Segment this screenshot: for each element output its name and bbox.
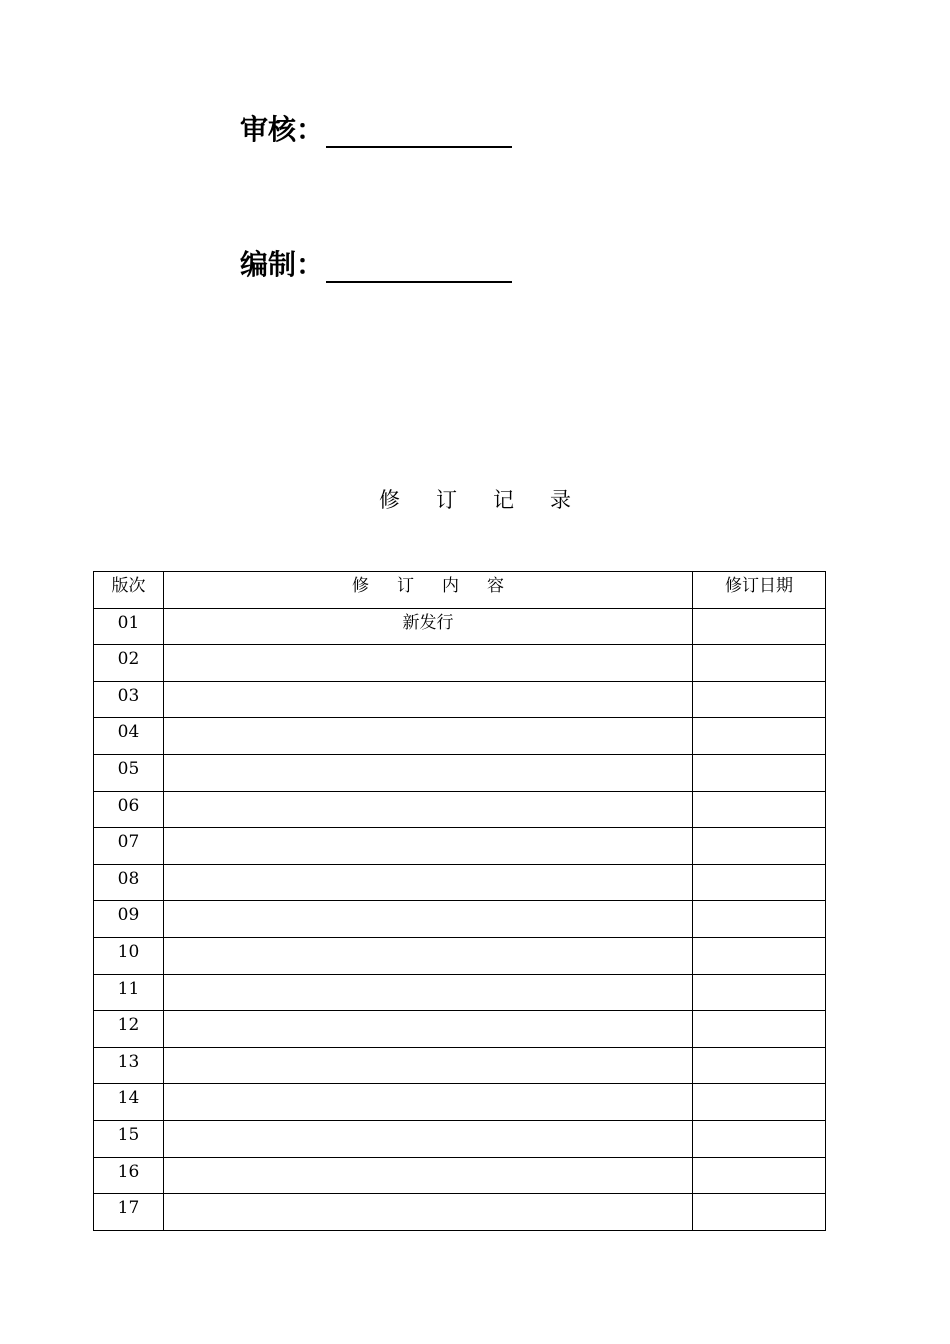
- cell-content: [164, 791, 693, 828]
- table-row: [94, 681, 826, 718]
- cell-content: [164, 1011, 693, 1048]
- header-content: [164, 572, 693, 609]
- cell-date: [693, 1047, 826, 1084]
- review-label: 审核：: [240, 113, 325, 146]
- table-row: [94, 791, 826, 828]
- cell-version: 08: [94, 864, 164, 901]
- cell-date: [693, 974, 826, 1011]
- title-char: 录: [550, 488, 571, 512]
- table-row: [94, 974, 826, 1011]
- cell-content: 新发行: [164, 608, 693, 645]
- cell-content: [164, 901, 693, 938]
- cell-date: [693, 1011, 826, 1048]
- compile-label: 编制：: [240, 248, 325, 281]
- cell-version: 09: [94, 901, 164, 938]
- table-row: [94, 937, 826, 974]
- cell-content: [164, 718, 693, 755]
- table-row: [94, 864, 826, 901]
- cell-date: [693, 1084, 826, 1121]
- cell-date: [693, 791, 826, 828]
- cell-content: [164, 864, 693, 901]
- table-row: [94, 754, 826, 791]
- cell-content: [164, 974, 693, 1011]
- cell-version: 04: [94, 718, 164, 755]
- review-blank: [326, 122, 512, 148]
- cell-date: [693, 901, 826, 938]
- table-row: [94, 608, 826, 645]
- table-row: [94, 1084, 826, 1121]
- cell-date: [693, 864, 826, 901]
- cell-version: 17: [94, 1194, 164, 1231]
- revision-record-title: [0, 484, 950, 514]
- table-row: [94, 718, 826, 755]
- cell-content: [164, 1194, 693, 1231]
- header-content-char: 容: [487, 576, 504, 596]
- cell-content: [164, 754, 693, 791]
- cell-version: 05: [94, 754, 164, 791]
- cell-version: 02: [94, 645, 164, 682]
- cell-version: 10: [94, 937, 164, 974]
- header-version: 版次: [94, 572, 164, 609]
- cell-version: 03: [94, 681, 164, 718]
- title-char: 修: [379, 488, 400, 512]
- table-row: [94, 645, 826, 682]
- cell-date: [693, 1157, 826, 1194]
- cell-content: [164, 1157, 693, 1194]
- cell-version: 06: [94, 791, 164, 828]
- cell-content: [164, 645, 693, 682]
- cell-date: [693, 937, 826, 974]
- table-row: [94, 1011, 826, 1048]
- review-signature-line: [240, 108, 512, 148]
- revision-table: [93, 571, 826, 1231]
- cell-version: 01: [94, 608, 164, 645]
- cell-content: [164, 1084, 693, 1121]
- compile-blank: [326, 257, 512, 283]
- cell-version: 15: [94, 1120, 164, 1157]
- title-char: 订: [436, 488, 457, 512]
- cell-date: [693, 681, 826, 718]
- cell-content: [164, 828, 693, 865]
- cell-date: [693, 754, 826, 791]
- cell-content: [164, 681, 693, 718]
- cell-version: 07: [94, 828, 164, 865]
- cell-content: [164, 937, 693, 974]
- header-content-char: 内: [442, 576, 459, 596]
- title-char: 记: [493, 488, 514, 512]
- cell-version: 12: [94, 1011, 164, 1048]
- cell-date: [693, 1120, 826, 1157]
- cell-version: 14: [94, 1084, 164, 1121]
- cell-version: 16: [94, 1157, 164, 1194]
- table-row: [94, 1120, 826, 1157]
- header-content-char: 订: [397, 576, 414, 596]
- header-date: 修订日期: [693, 572, 826, 609]
- header-content-char: 修: [352, 576, 369, 596]
- cell-date: [693, 828, 826, 865]
- table-row: [94, 901, 826, 938]
- compile-signature-line: [240, 243, 512, 283]
- table-row: [94, 828, 826, 865]
- cell-version: 11: [94, 974, 164, 1011]
- cell-date: [693, 1194, 826, 1231]
- cell-content: [164, 1047, 693, 1084]
- table-row: [94, 1047, 826, 1084]
- table-row: [94, 1157, 826, 1194]
- cell-version: 13: [94, 1047, 164, 1084]
- table-row: [94, 1194, 826, 1231]
- cell-date: [693, 718, 826, 755]
- table-header-row: [94, 572, 826, 609]
- cell-date: [693, 608, 826, 645]
- cell-content: [164, 1120, 693, 1157]
- cell-date: [693, 645, 826, 682]
